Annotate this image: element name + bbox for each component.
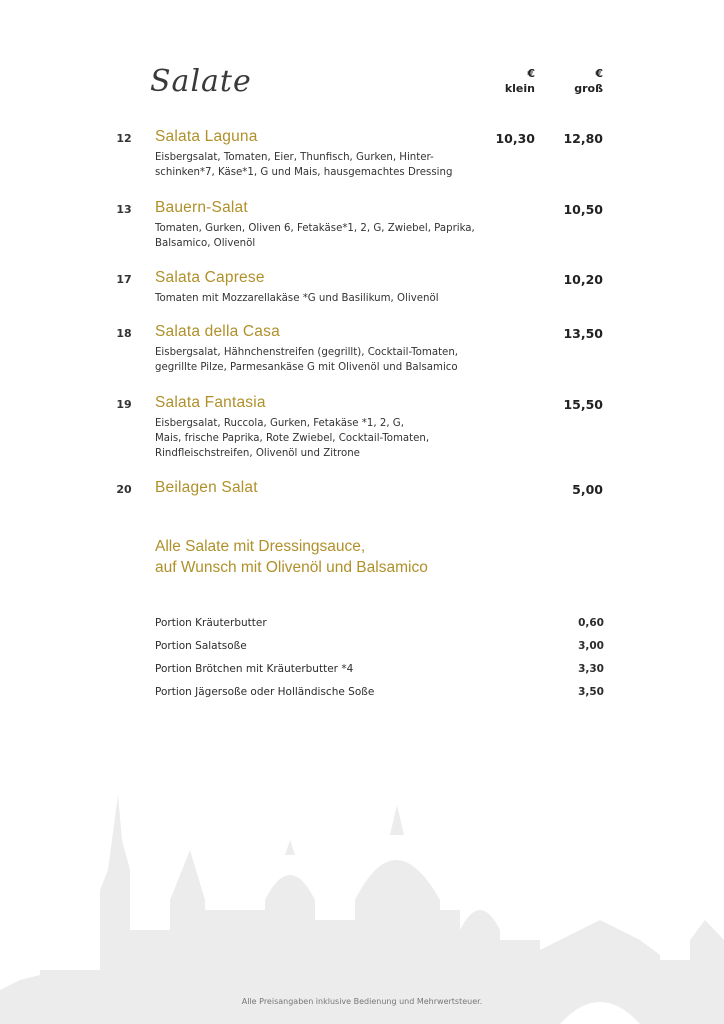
item-name: Salata della Casa [155, 323, 280, 340]
price-gross: 13,50 [563, 326, 603, 341]
extra-price: 3,50 [578, 686, 604, 698]
description-line: Balsamico, Olivenöl [155, 238, 256, 249]
dressing-note [155, 536, 428, 578]
currency-symbol: € [595, 67, 603, 80]
description-line: Eisbergsalat, Ruccola, Gurken, Fetakäse *1, 2, G, [155, 418, 404, 429]
extra-price: 3,30 [578, 663, 604, 675]
extra-price: 0,60 [578, 617, 604, 629]
page-title: Salate [150, 64, 252, 99]
item-description [155, 150, 475, 180]
item-name: Salata Laguna [155, 128, 258, 145]
item-number: 18 [116, 327, 132, 340]
item-number: 17 [116, 273, 132, 286]
item-number: 12 [116, 132, 132, 145]
city-skyline-illustration [0, 780, 724, 1024]
item-description [155, 291, 475, 306]
price-gross: 12,80 [563, 131, 603, 146]
note-line: auf Wunsch mit Olivenöl und Balsamico [155, 559, 428, 576]
item-name: Salata Caprese [155, 269, 265, 286]
price-gross: 15,50 [563, 397, 603, 412]
footer-note: Alle Preisangaben inklusive Bedienung und Mehrwertsteuer. [241, 997, 483, 1006]
item-description [155, 416, 475, 461]
description-line: Mais, frische Paprika, Rote Zwiebel, Cocktail-Tomaten, [155, 433, 430, 444]
note-line: Alle Salate mit Dressingsauce, [155, 538, 366, 555]
price-gross: 5,00 [572, 482, 603, 497]
item-name: Bauern-Salat [155, 199, 248, 216]
description-line: Rindfleischstreifen, Olivenöl und Zitrone [155, 448, 360, 459]
currency-symbol: € [527, 67, 535, 80]
price-klein: 10,30 [495, 131, 535, 146]
description-line: schinken*7, Käse*1, G und Mais, hausgemachtes Dressing [155, 167, 453, 178]
price-gross: 10,20 [563, 272, 603, 287]
extra-label: Portion Jägersoße oder Holländische Soße [155, 686, 375, 698]
item-name: Salata Fantasia [155, 394, 266, 411]
extra-label: Portion Salatsoße [155, 640, 247, 652]
extra-label: Portion Kräuterbutter [155, 617, 267, 629]
item-number: 20 [116, 483, 132, 496]
column-label-klein: klein [504, 82, 535, 95]
price-gross: 10,50 [563, 202, 603, 217]
item-number: 19 [116, 398, 132, 411]
extra-label: Portion Brötchen mit Kräuterbutter *4 [155, 663, 354, 675]
description-line: Tomaten mit Mozzarellakäse *G und Basilikum, Olivenöl [155, 293, 439, 304]
extra-price: 3,00 [578, 640, 604, 652]
description-line: Eisbergsalat, Tomaten, Eier, Thunfisch, Gurken, Hinter- [155, 152, 434, 163]
item-name: Beilagen Salat [155, 479, 258, 496]
column-label-gross: groß [574, 82, 603, 95]
item-description [155, 221, 475, 251]
description-line: gegrillte Pilze, Parmesankäse G mit Olivenöl und Balsamico [155, 362, 458, 373]
column-header-gross [533, 66, 603, 96]
item-number: 13 [116, 203, 132, 216]
description-line: Tomaten, Gurken, Oliven 6, Fetakäse*1, 2, G, Zwiebel, Paprika, [155, 223, 475, 234]
description-line: Eisbergsalat, Hähnchenstreifen (gegrillt), Cocktail-Tomaten, [155, 347, 459, 358]
item-description [155, 345, 475, 375]
column-header-klein [465, 66, 535, 96]
